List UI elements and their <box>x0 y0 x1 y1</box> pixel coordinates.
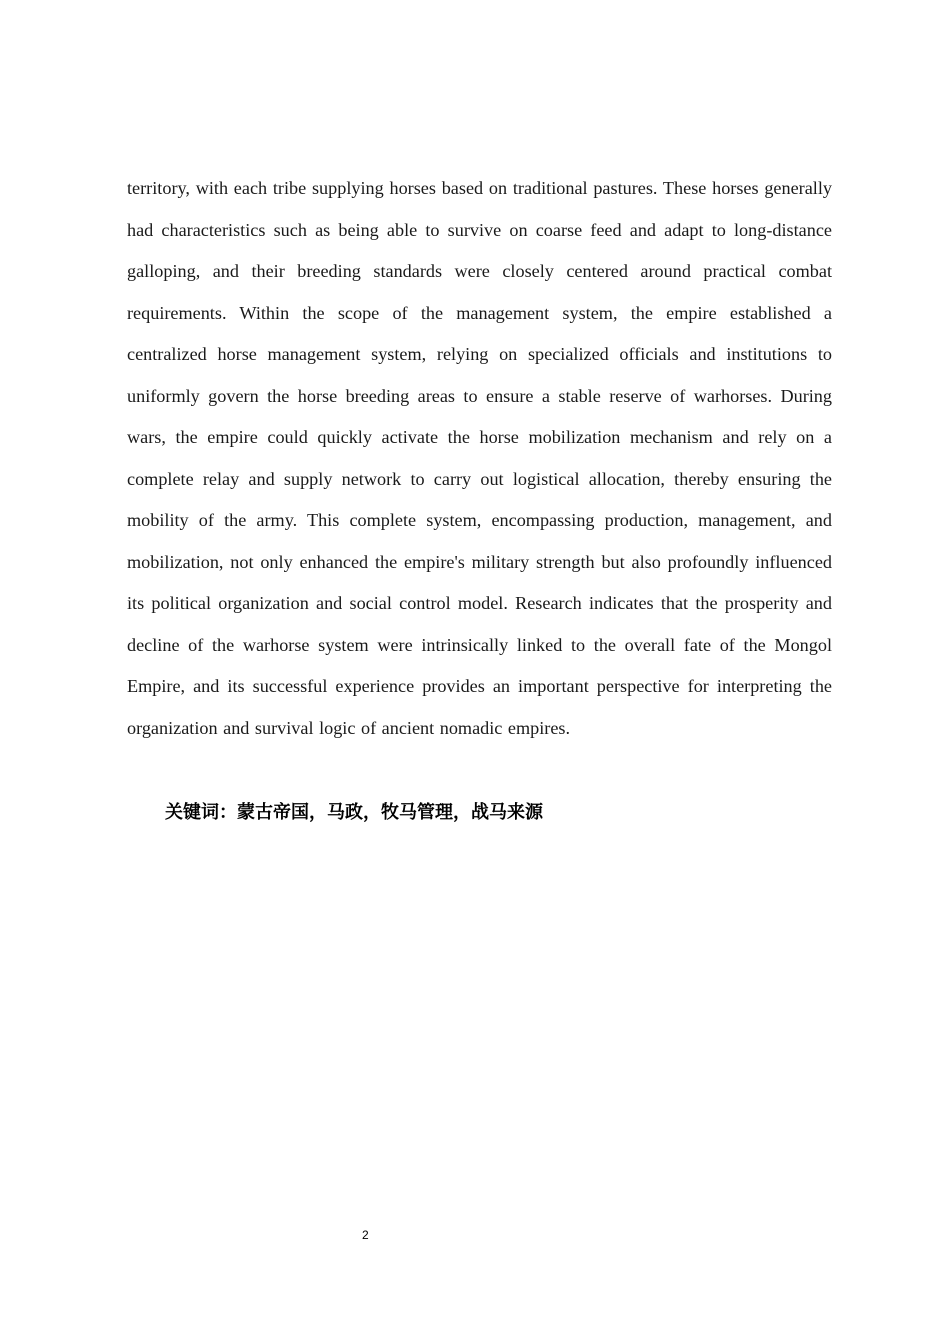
page-number: 2 <box>362 1228 369 1242</box>
keywords-line: 关键词：蒙古帝国，马政，牧马管理，战马来源 <box>165 802 543 823</box>
abstract-paragraph: territory, with each tribe supplying horses based on traditional pastures. These horses generally had characteristics such as being able to survive on coarse feed and adapt to long-distance galloping, and their breeding standards were closely centered around practical combat requirements. Within the scope of the management system, the empire established a centralized horse management system, relying on specialized officials and institutions to uniformly govern the horse breeding areas to ensure a stable reserve of warhorses. During wars, the empire could quickly activate the horse mobilization mechanism and rely on a complete relay and supply network to carry out logistical allocation, thereby ensuring the mobility of the army. This complete system, encompassing production, management, and mobilization, not only enhanced the empire's military strength but also profoundly influenced its political organization and social control model. Research indicates that the prosperity and decline of the warhorse system were intrinsically linked to the overall fate of the Mongol Empire, and its successful experience provides an important perspective for interpreting the organization and survival logic of ancient nomadic empires. <box>127 178 832 738</box>
